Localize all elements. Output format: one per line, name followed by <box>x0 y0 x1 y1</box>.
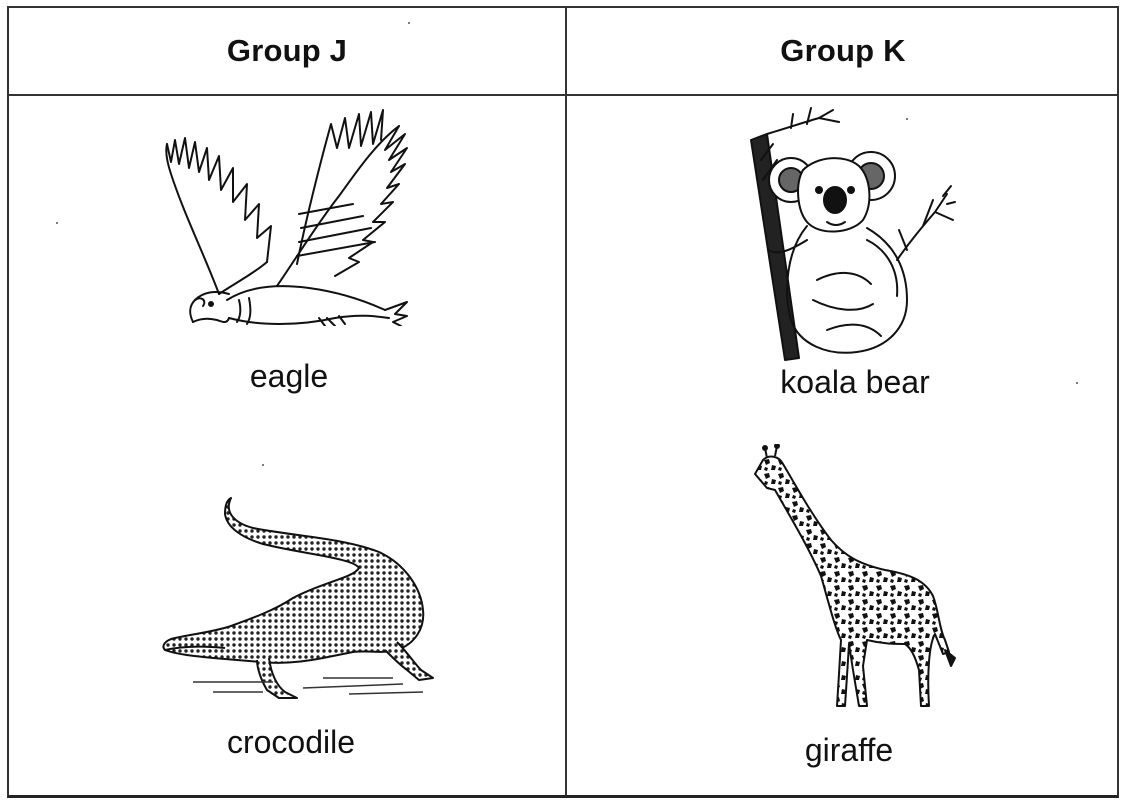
koala-bear-label: koala bear <box>780 364 930 400</box>
header-divider <box>9 94 1117 96</box>
scan-speck <box>408 22 410 24</box>
column-divider <box>565 8 567 795</box>
scan-speck <box>56 222 58 224</box>
eagle-label: eagle <box>249 358 329 394</box>
eagle-icon <box>149 104 409 326</box>
group-k-header: Group K <box>780 33 906 68</box>
scan-speck <box>1076 382 1078 384</box>
giraffe-icon <box>749 444 959 716</box>
giraffe-label: giraffe <box>804 732 894 768</box>
crocodile-label: crocodile <box>226 724 356 760</box>
scan-speck <box>906 118 908 120</box>
koala-bear-icon <box>747 100 957 362</box>
group-table <box>7 6 1119 798</box>
scan-speck <box>262 464 264 466</box>
group-j-header: Group J <box>226 33 348 68</box>
crocodile-icon <box>153 492 443 702</box>
